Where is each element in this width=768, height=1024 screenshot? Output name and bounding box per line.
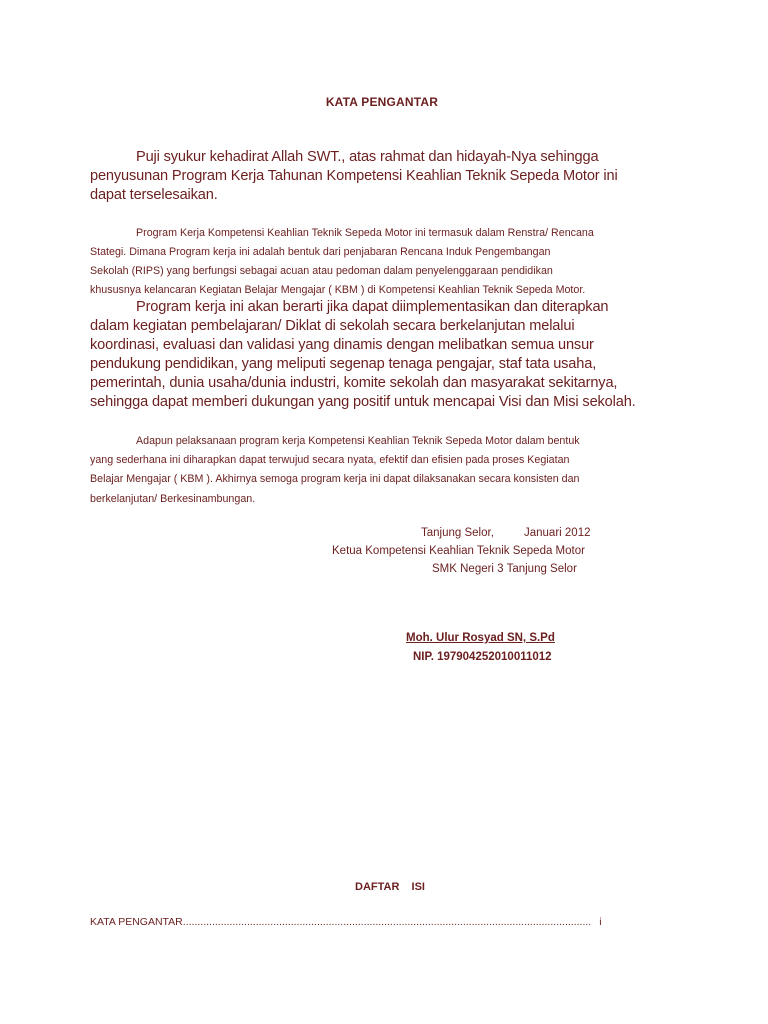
signature-place: Tanjung Selor, xyxy=(421,527,494,539)
signature-school: SMK Negeri 3 Tanjung Selor xyxy=(432,563,577,575)
toc-entry[interactable] xyxy=(90,916,602,928)
signature-name: Moh. Ulur Rosyad SN, S.Pd xyxy=(406,632,555,644)
paragraph-line: Program Kerja Kompetensi Keahlian Teknik Sepeda Motor ini termasuk dalam Renstra/ Rencana xyxy=(136,227,594,239)
paragraph-line: Stategi. Dimana Program kerja ini adalah bentuk dari penjabaran Rencana Induk Pengembangan xyxy=(90,246,551,258)
toc-entry-page: i xyxy=(599,916,602,928)
paragraph-line: yang sederhana ini diharapkan dapat terwujud secara nyata, efektif dan efisien pada proses Kegiatan xyxy=(90,454,570,466)
toc-leader-dots: ............................................................................................................................................ xyxy=(182,916,592,928)
paragraph-line: Sekolah (RIPS) yang berfungsi sebagai acuan atau pedoman dalam penyelenggaraan pendidikan xyxy=(90,265,553,277)
signature-position: Ketua Kompetensi Keahlian Teknik Sepeda Motor xyxy=(332,545,585,557)
paragraph-line: berkelanjutan/ Berkesinambungan. xyxy=(90,493,256,505)
paragraph-line: pendukung pendidikan, yang meliputi segenap tenaga pengajar, staf tata usaha, xyxy=(90,356,597,372)
paragraph-line: dapat terselesaikan. xyxy=(90,187,218,203)
paragraph-line: dalam kegiatan pembelajaran/ Diklat di sekolah secara berkelanjutan melalui xyxy=(90,318,575,334)
document-title: KATA PENGANTAR xyxy=(325,95,439,109)
paragraph-line: khususnya kelancaran Kegiatan Belajar Mengajar ( KBM ) di Kompetensi Keahlian Teknik Sepeda Motor. xyxy=(90,284,586,296)
signature-nip: NIP. 197904252010011012 xyxy=(413,651,552,663)
paragraph-line: sehingga dapat memberi dukungan yang positif untuk mencapai Visi dan Misi sekolah. xyxy=(90,394,636,410)
signature-date: Januari 2012 xyxy=(524,527,591,539)
paragraph-line: Program kerja ini akan berarti jika dapat diimplementasikan dan diterapkan xyxy=(136,299,609,315)
paragraph-line: Adapun pelaksanaan program kerja Kompetensi Keahlian Teknik Sepeda Motor dalam bentuk xyxy=(136,435,580,447)
toc-entry-label: KATA PENGANTAR xyxy=(90,916,183,928)
paragraph-line: koordinasi, evaluasi dan validasi yang dinamis dengan melibatkan semua unsur xyxy=(90,337,594,353)
paragraph-line: Belajar Mengajar ( KBM ). Akhirnya semoga program kerja ini dapat dilaksanakan secara konsisten dan xyxy=(90,473,580,485)
paragraph-line: Puji syukur kehadirat Allah SWT., atas rahmat dan hidayah-Nya sehingga xyxy=(136,149,599,165)
toc-title: DAFTAR ISI xyxy=(355,881,425,893)
paragraph-line: penyusunan Program Kerja Tahunan Kompetensi Keahlian Teknik Sepeda Motor ini xyxy=(90,168,618,184)
paragraph-line: pemerintah, dunia usaha/dunia industri, komite sekolah dan masyarakat sekitarnya, xyxy=(90,375,618,391)
